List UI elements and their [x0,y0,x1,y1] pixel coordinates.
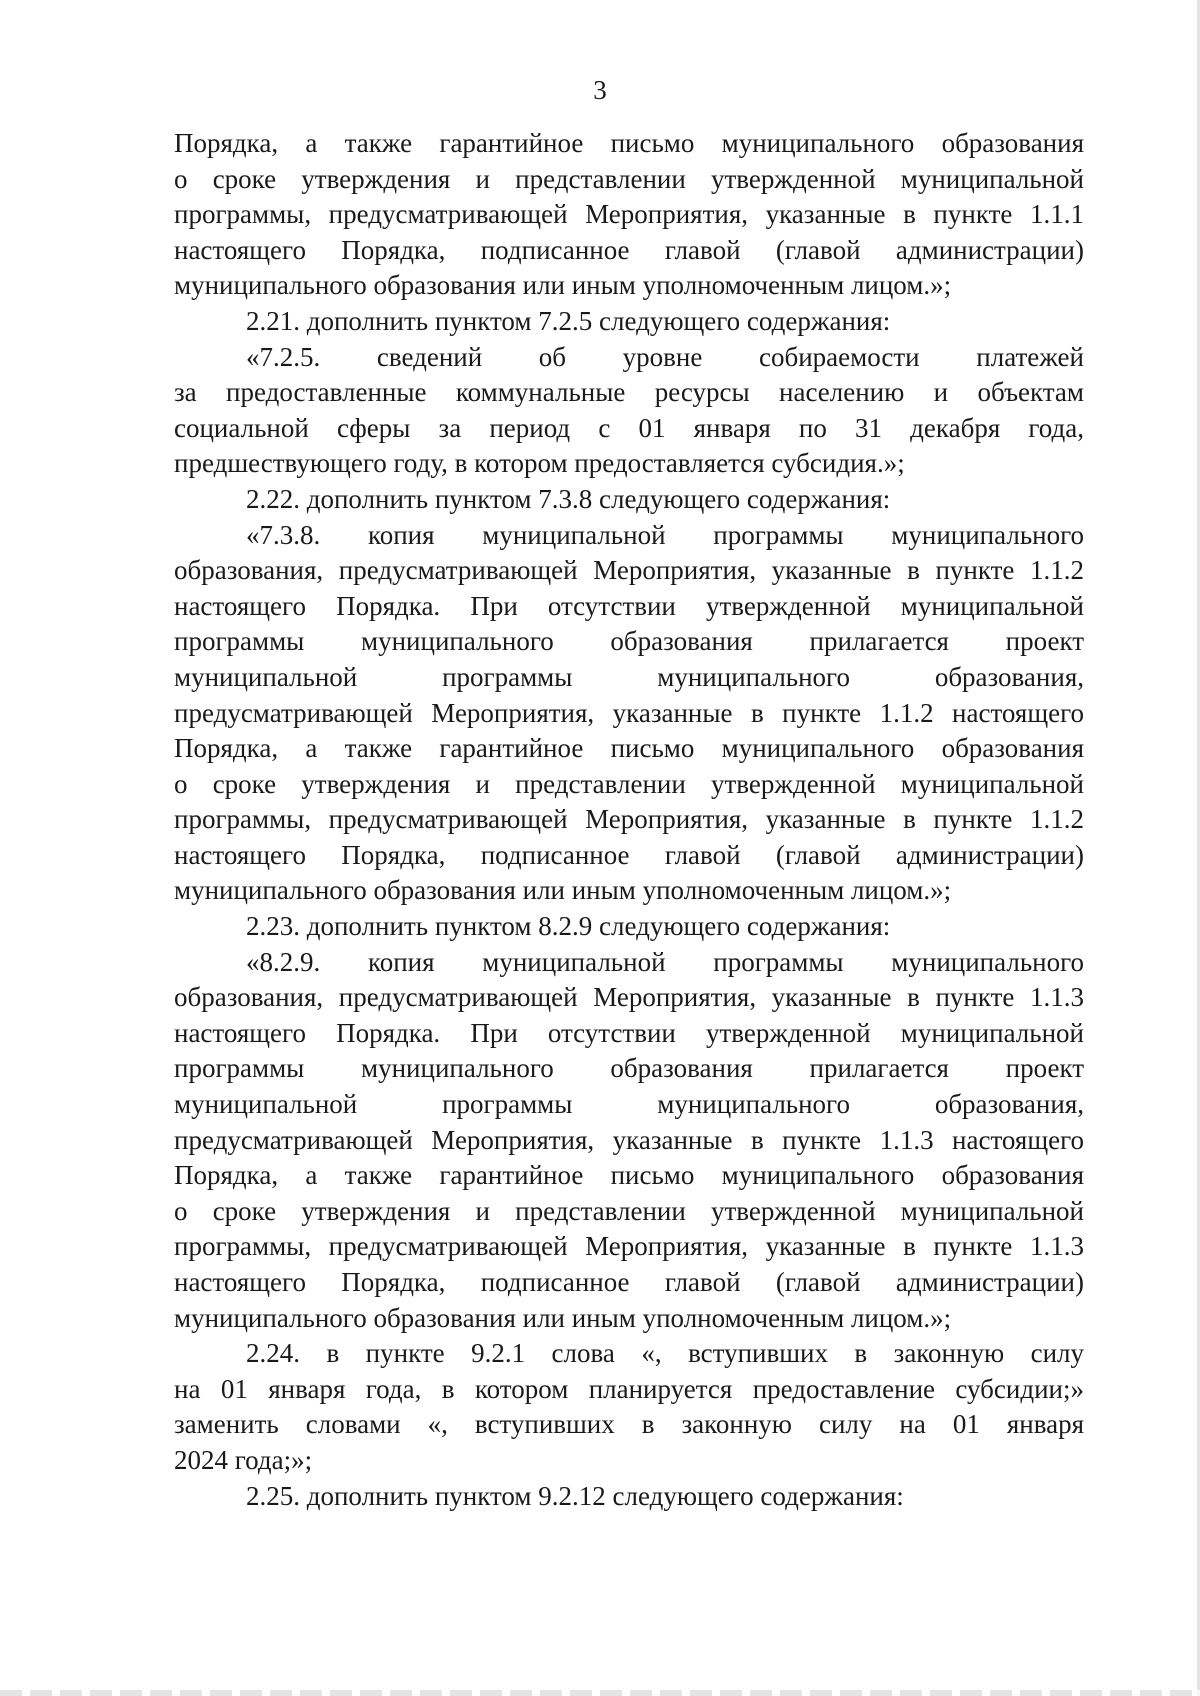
text-line: муниципального образования или иным уполномоченным лицом.»; [174,875,952,906]
text-line: предусматривающей Мероприятия, указанные в пункте 1.1.2 настоящего [174,697,1084,728]
text-line: настоящего Порядка, подписанное главой (главой администрации) [174,839,1084,870]
text-line: муниципальной программы муниципального образования, [174,661,1084,692]
text-line: за предоставленные коммунальные ресурсы населению и объектам [174,377,1084,408]
text-line: Порядка, а также гарантийное письмо муниципального образования [174,733,1084,764]
text-line: на 01 января года, в котором планируется предоставление субсидии;» [174,1373,1084,1404]
text-line: настоящего Порядка, подписанное главой (главой администрации) [174,1267,1084,1297]
text-line: 2.21. дополнить пунктом 7.2.5 следующего содержания: [246,305,891,336]
text-line: социальной сферы за период с 01 января по 31 декабря года, [174,412,1084,443]
text-line: образования, предусматривающей Мероприятия, указанные в пункте 1.1.2 [174,555,1084,586]
text-line: муниципального образования или иным уполномоченным лицом.»; [174,1302,952,1333]
text-line: заменить словами «, вступивших в законную силу на 01 января [174,1409,1084,1440]
page-number: 3 [593,75,607,105]
text-line: «8.2.9. копия муниципальной программы муниципального [246,946,1084,977]
text-line: программы муниципального образования прилагается проект [174,1053,1084,1084]
text-line: муниципального образования или иным уполномоченным лицом.»; [174,270,952,301]
text-line: образования, предусматривающей Мероприятия, указанные в пункте 1.1.3 [174,982,1084,1013]
text-line: программы, предусматривающей Мероприятия, указанные в пункте 1.1.1 [174,199,1084,230]
text-line: предшествующего году, в котором предоставляется субсидия.»; [174,448,905,479]
text-line: предусматривающей Мероприятия, указанные в пункте 1.1.3 настоящего [174,1124,1084,1155]
text-line: 2.23. дополнить пунктом 8.2.9 следующего содержания: [246,911,891,942]
text-line: о сроке утверждения и представлении утвержденной муниципальной [174,768,1084,799]
scan-edge-bottom [0,1690,1200,1696]
text-line: о сроке утверждения и представлении утвержденной муниципальной [174,163,1084,194]
text-line: настоящего Порядка. При отсутствии утвержденной муниципальной [174,590,1084,621]
text-line: Порядка, а также гарантийное письмо муниципального образования [174,1160,1084,1191]
text-line: настоящего Порядка. При отсутствии утвержденной муниципальной [174,1017,1084,1048]
text-line: программы муниципального образования прилагается проект [174,626,1084,657]
text-line: 2.24. в пункте 9.2.1 слова «, вступивших в законную силу [246,1338,1084,1369]
text-line: 2.22. дополнить пунктом 7.3.8 следующего содержания: [246,483,891,514]
text-line: Порядка, а также гарантийное письмо муниципального образования [174,128,1084,158]
text-line: «7.2.5. сведений об уровне собираемости платежей [246,341,1084,372]
text-line: программы, предусматривающей Мероприятия, указанные в пункте 1.1.3 [174,1231,1084,1262]
text-line: муниципальной программы муниципального образования, [174,1089,1084,1120]
text-line: «7.3.8. копия муниципальной программы муниципального [246,519,1084,550]
text-line: 2.25. дополнить пунктом 9.2.12 следующего содержания: [246,1480,904,1511]
text-line: программы, предусматривающей Мероприятия, указанные в пункте 1.1.2 [174,804,1084,835]
text-line: о сроке утверждения и представлении утвержденной муниципальной [174,1195,1084,1226]
document-body [174,126,1084,1514]
text-line: настоящего Порядка, подписанное главой (главой администрации) [174,234,1084,265]
text-line: 2024 года;»; [174,1444,313,1475]
